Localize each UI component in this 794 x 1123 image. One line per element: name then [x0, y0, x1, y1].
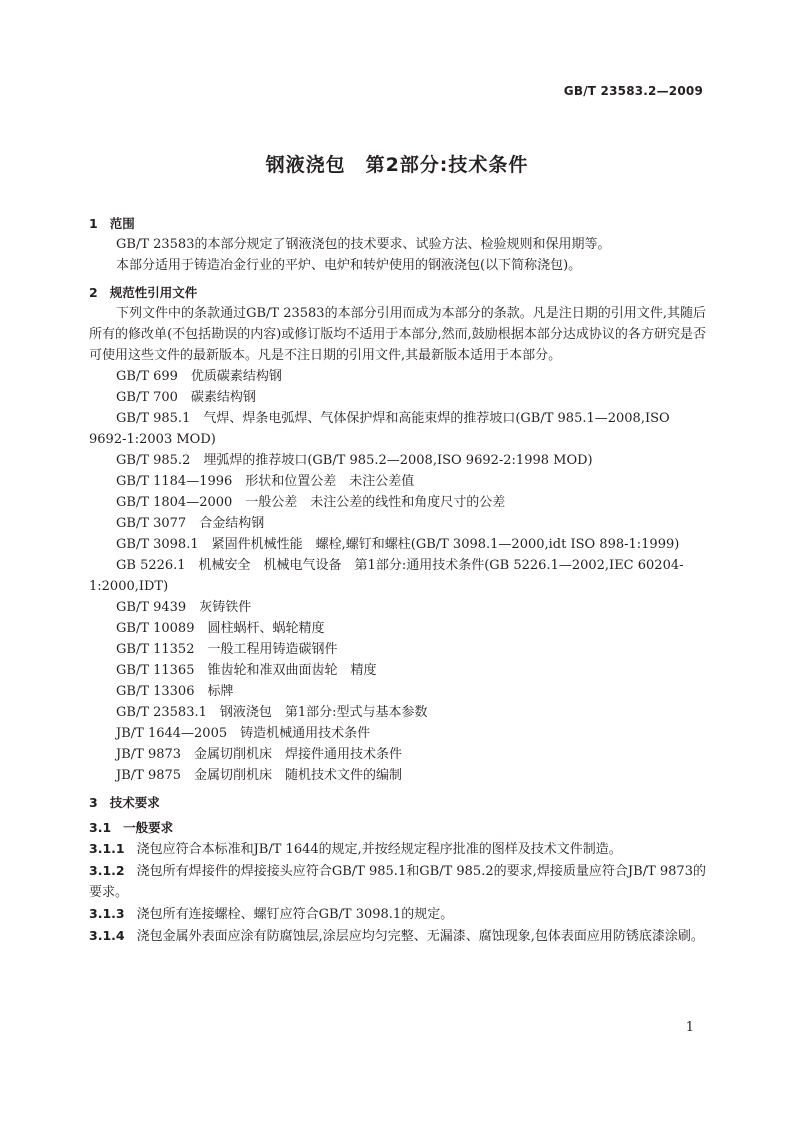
clause-number: 3.1.3: [89, 906, 125, 921]
reference-item: GB/T 13306 标牌: [116, 684, 234, 699]
reference-item: GB/T 985.1 气焊、焊条电弧焊、气体保护焊和高能束焊的推荐坡口(GB/T 985.1—2008,ISO 9692-1:2003 MOD): [89, 411, 670, 447]
clause-text: 浇包所有焊接件的焊接接头应符合GB/T 985.1和GB/T 985.2的要求,焊接质量应符合JB/T 9873的要求。: [89, 864, 706, 900]
clause-text: 浇包应符合本标准和JB/T 1644的规定,并按经规定程序批准的图样及技术文件制造。: [136, 842, 622, 857]
reference-item: GB/T 9439 灰铸铁件: [116, 600, 252, 615]
reference-item: GB/T 3077 合金结构钢: [116, 516, 265, 531]
reference-item: GB/T 700 碳素结构钢: [116, 390, 256, 405]
clause-number: 3.1.4: [89, 928, 125, 943]
section-number: 2: [89, 285, 98, 300]
clause: [89, 903, 706, 925]
reference-item: JB/T 9875 金属切削机床 随机技术文件的编制: [116, 768, 403, 783]
reference-item: GB/T 3098.1 紧固件机械性能 螺栓,螺钉和螺柱(GB/T 3098.1—2000,idt ISO 898-1:1999): [116, 537, 680, 552]
scope-paragraph: 本部分适用于铸造冶金行业的平炉、电炉和转炉使用的钢液浇包(以下简称浇包)。: [116, 258, 582, 273]
reference-item: GB/T 23583.1 钢液浇包 第1部分:型式与基本参数: [116, 705, 428, 720]
scope-paragraph: GB/T 23583的本部分规定了钢液浇包的技术要求、试验方法、检验规则和保用期等。: [116, 237, 611, 252]
page-number: 1: [685, 1020, 694, 1035]
reference-item: JB/T 9873 金属切削机床 焊接件通用技术条件: [116, 747, 403, 762]
reference-item: GB/T 985.2 埋弧焊的推荐坡口(GB/T 985.2—2008,ISO 9692-2:1998 MOD): [116, 453, 593, 468]
reference-item: GB/T 699 优质碳素结构钢: [116, 369, 282, 384]
section-number: 3: [89, 795, 98, 810]
clause: [89, 925, 706, 947]
standard-code: GB/T 23583.2—2009: [563, 84, 703, 98]
clause-number: 3.1.1: [89, 841, 125, 856]
subsection-heading-general-requirements: [89, 817, 706, 838]
section-heading-scope: [89, 213, 706, 234]
subsection-number: 3.1: [89, 820, 112, 835]
section-title: 技术要求: [109, 795, 160, 810]
reference-item: GB/T 1184—1996 形状和位置公差 未注公差值: [116, 474, 415, 489]
section-heading-normative-references: [89, 282, 706, 303]
reference-item: GB/T 10089 圆柱蜗杆、蜗轮精度: [116, 621, 325, 636]
section-heading-technical-requirements: [89, 792, 706, 813]
reference-item: GB/T 1804—2000 一般公差 未注公差的线性和角度尺寸的公差: [116, 495, 506, 510]
section-title: 规范性引用文件: [109, 285, 198, 300]
clause: [89, 838, 706, 860]
subsection-title: 一般要求: [123, 820, 174, 835]
clause-number: 3.1.2: [89, 863, 125, 878]
section-number: 1: [89, 216, 98, 231]
reference-item: JB/T 1644—2005 铸造机械通用技术条件: [116, 726, 371, 741]
section-title: 范围: [109, 216, 135, 231]
reference-item: GB/T 11352 一般工程用铸造碳钢件: [116, 642, 338, 657]
clause-text: 浇包所有连接螺栓、螺钉应符合GB/T 3098.1的规定。: [136, 907, 454, 922]
reference-item: GB/T 11365 锥齿轮和准双曲面齿轮 精度: [116, 663, 377, 678]
document-body: [89, 213, 706, 947]
reference-item: GB 5226.1 机械安全 机械电气设备 第1部分:通用技术条件(GB 5226.1—2002,IEC 60204-1:2000,IDT): [89, 558, 684, 594]
document-title: 钢液浇包 第2部分:技术条件: [265, 154, 529, 176]
clause: [89, 860, 706, 903]
references-intro-paragraph: 下列文件中的条款通过GB/T 23583的本部分引用而成为本部分的条款。凡是注日期的引用文件,其随后所有的修改单(不包括勘误的内容)或修订版均不适用于本部分,然而,鼓励根据本部分达成协议的各方研究是否可使用这些文件的最新版本。凡是不注日期的引用文件,其最新版本适用于本部分。: [89, 306, 706, 363]
clause-text: 浇包金属外表面应涂有防腐蚀层,涂层应均匀完整、无漏漆、腐蚀现象,包体表面应用防锈底漆涂刷。: [136, 929, 704, 944]
